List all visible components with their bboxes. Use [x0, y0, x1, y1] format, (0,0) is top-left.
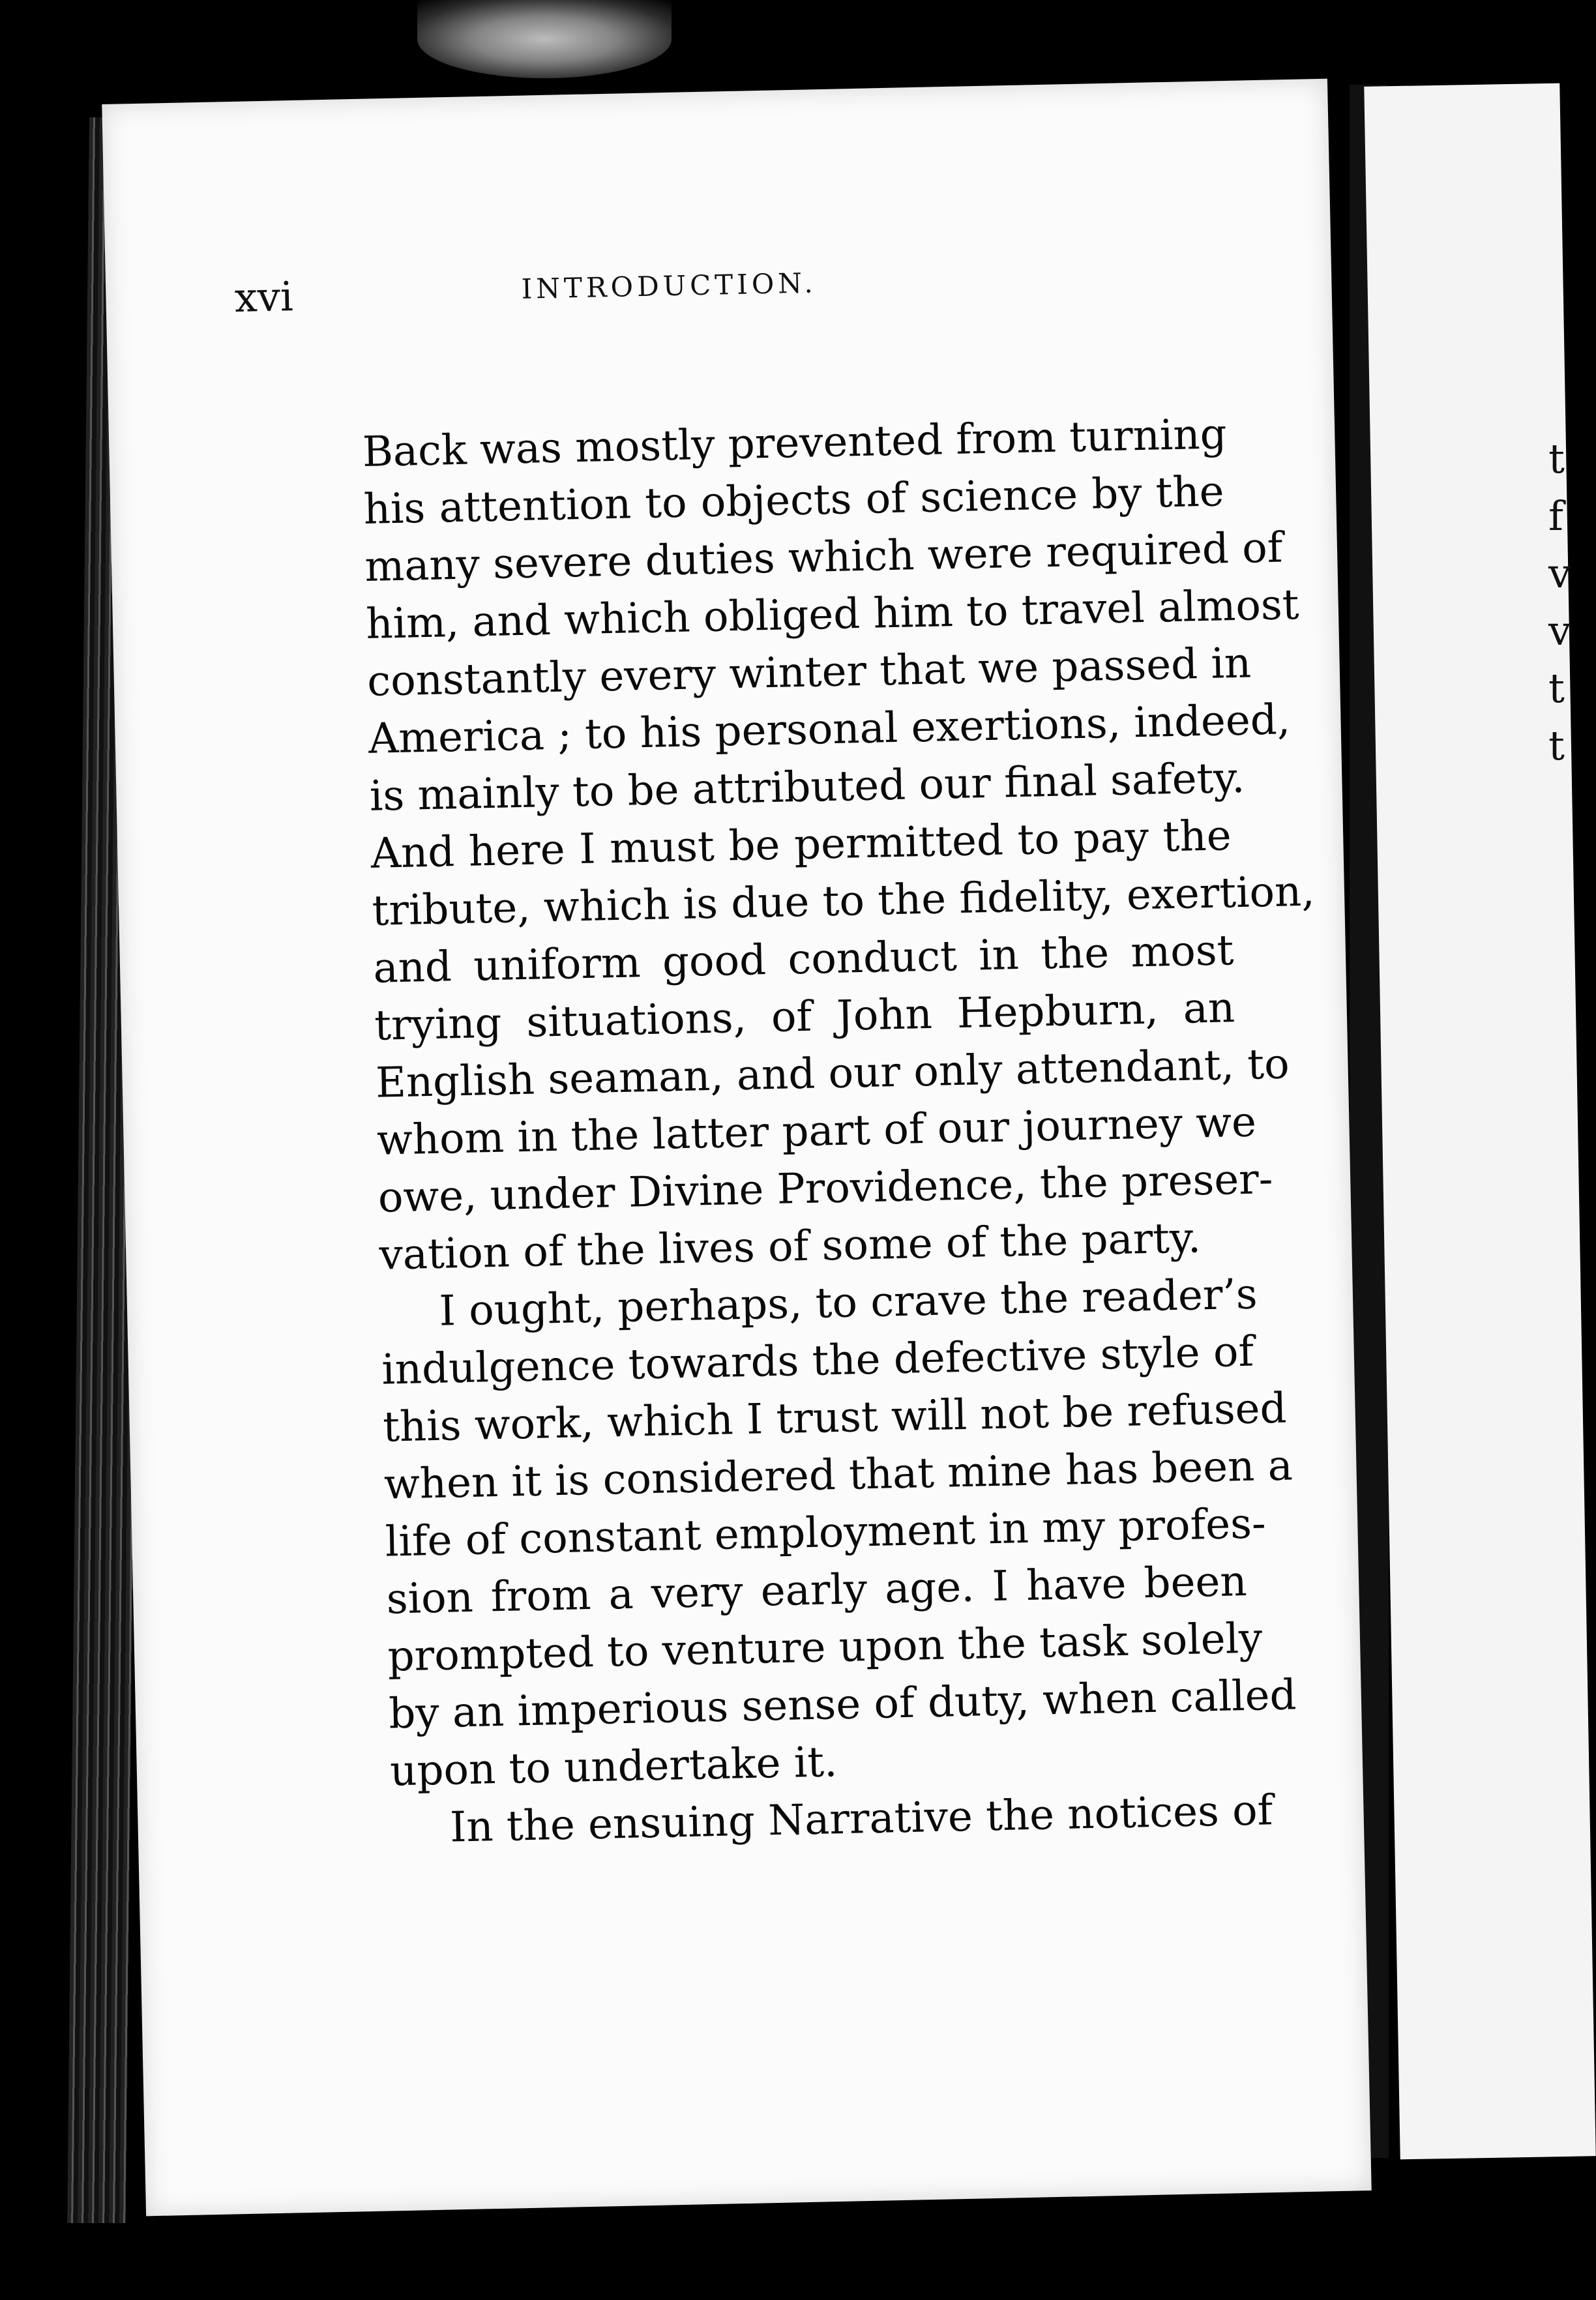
text-line: upon to undertake it.: [389, 1738, 838, 1796]
body-text: [362, 405, 1316, 1857]
scan-artifact-blob: [417, 0, 672, 78]
text-line: And here I must be permitted to pay the: [370, 812, 1232, 878]
text-line: America ; to his personal exertions, indeed,: [368, 696, 1291, 763]
text-line: him, and which obliged him to travel almost: [365, 580, 1300, 649]
page-number: xvi: [234, 273, 294, 321]
text-line: English seaman, and our only attendant, to: [375, 1040, 1290, 1108]
text-line: indulgence towards the defective style of: [381, 1327, 1254, 1394]
text-line: sion from a very early age. I have been: [386, 1557, 1248, 1624]
text-line: life of constant employment in my profes-: [385, 1499, 1267, 1567]
facing-fragment: t: [1548, 722, 1565, 769]
text-line: whom in the latter part of our journey we: [376, 1098, 1257, 1165]
facing-fragment: v: [1548, 550, 1572, 597]
text-line: I ought, perhaps, to crave the reader’s: [438, 1270, 1258, 1336]
text-line: In the ensuing Narrative the notices of: [449, 1786, 1274, 1852]
text-line: trying situations, of John Hepburn, an: [374, 984, 1235, 1050]
text-line: many severe duties which were required of: [364, 523, 1284, 591]
text-line: vation of the lives of some of the party.: [378, 1214, 1202, 1280]
text-line: tribute, which is due to the fidelity, exertion,: [371, 867, 1316, 936]
facing-page-fragments: [1548, 430, 1571, 774]
text-line: by an imperious sense of duty, when called: [388, 1671, 1297, 1739]
facing-fragment: t: [1548, 664, 1565, 712]
text-line: and uniform good conduct in the most: [372, 926, 1234, 993]
text-line: prompted to venture upon the task solely: [387, 1614, 1263, 1681]
facing-fragment: f: [1548, 492, 1563, 540]
running-head: INTRODUCTION.: [521, 267, 818, 305]
text-line: constantly every winter that we passed in: [366, 639, 1252, 706]
text-line: this work, which I trust will not be refused: [382, 1384, 1288, 1452]
text-line: owe, under Divine Providence, the preser-: [377, 1155, 1274, 1222]
text-line: Back was mostly prevented from turning: [362, 410, 1228, 477]
text-line: is mainly to be attributed our final safety.: [369, 754, 1245, 821]
facing-fragment: v: [1548, 607, 1572, 655]
facing-fragment: t: [1548, 435, 1565, 482]
text-line: when it is considered that mine has been a: [383, 1441, 1293, 1509]
text-line: his attention to objects of science by the: [362, 467, 1225, 534]
facing-page: [1364, 83, 1595, 2160]
